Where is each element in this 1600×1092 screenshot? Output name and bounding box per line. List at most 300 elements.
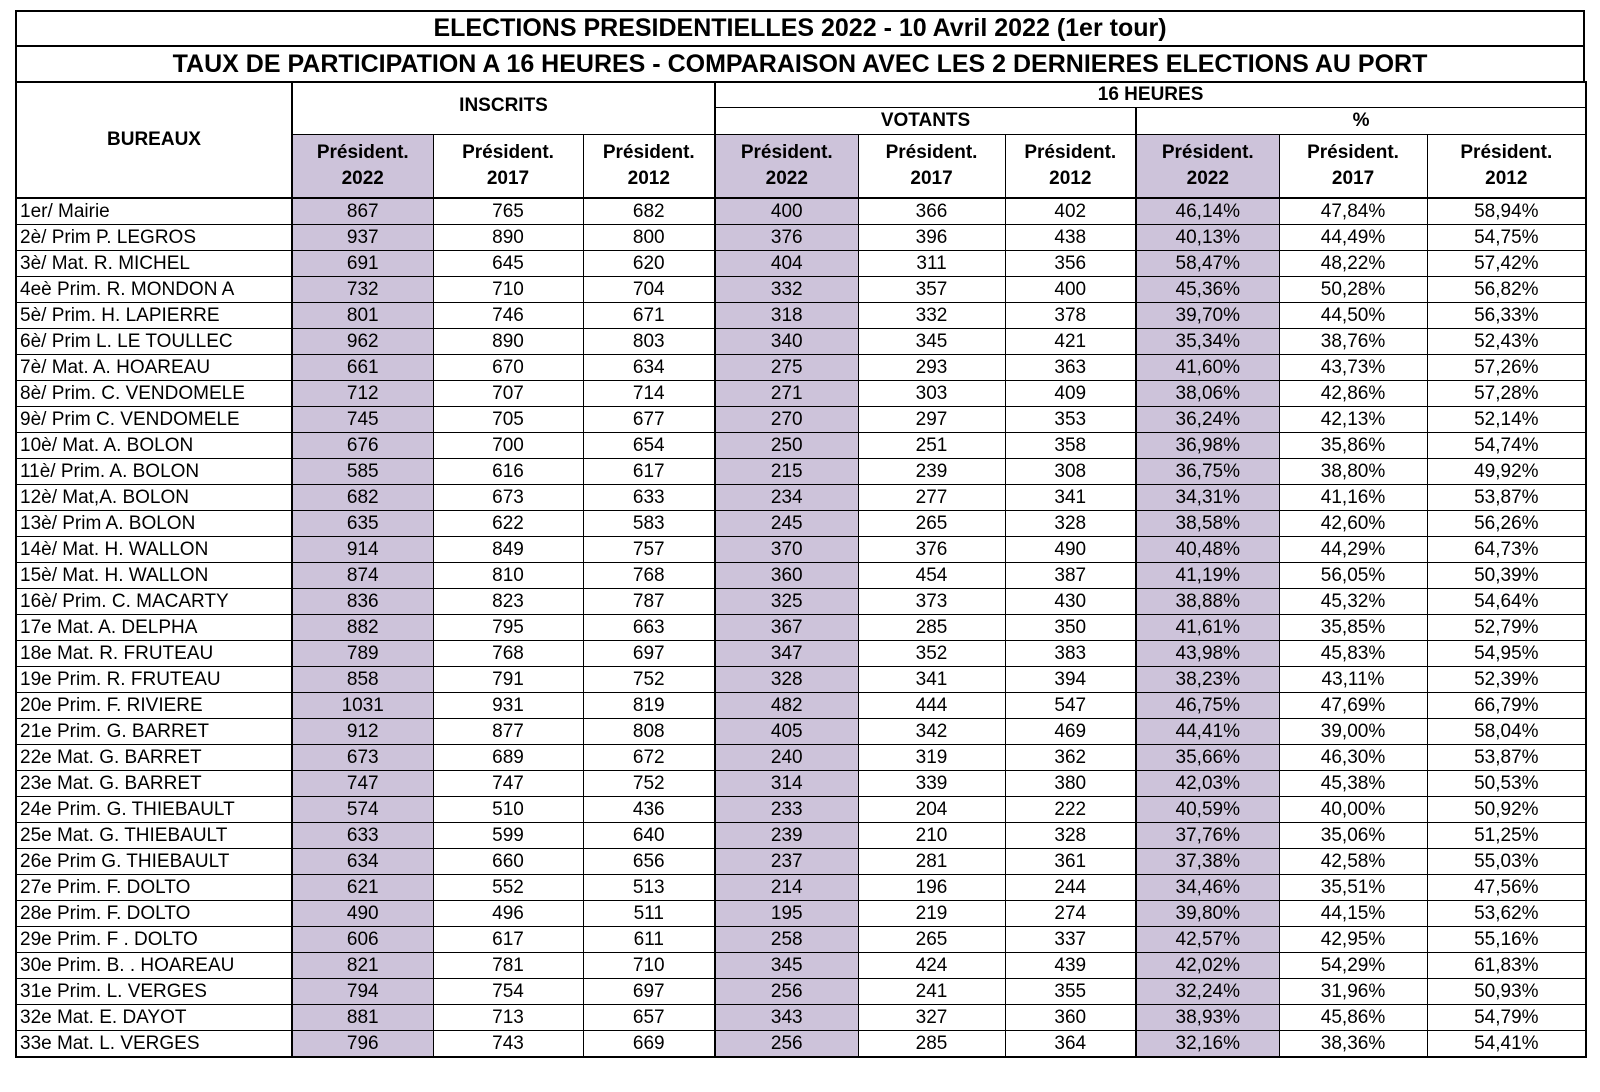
cell-votants-2012: 439 xyxy=(1005,953,1136,979)
cell-inscrits-2012: 752 xyxy=(583,667,715,693)
header-year-label: 2017 xyxy=(486,168,530,189)
cell-votants-2017: 281 xyxy=(858,849,1005,875)
cell-votants-2022: 345 xyxy=(715,953,858,979)
cell-percent-2017: 45,38% xyxy=(1279,771,1427,797)
table-row xyxy=(16,459,1586,485)
cell-percent-2022: 39,70% xyxy=(1136,303,1279,329)
cell-votants-2017: 341 xyxy=(858,667,1005,693)
cell-votants-2022: 340 xyxy=(715,329,858,355)
cell-percent-2022: 32,16% xyxy=(1136,1031,1279,1058)
cell-inscrits-2012: 808 xyxy=(583,719,715,745)
header-inscrits: INSCRITS xyxy=(292,82,715,135)
cell-bureau: 16è/ Prim. C. MACARTY xyxy=(16,589,292,615)
cell-percent-2017: 48,22% xyxy=(1279,251,1427,277)
cell-votants-2012: 364 xyxy=(1005,1031,1136,1058)
cell-votants-2022: 215 xyxy=(715,459,858,485)
table-row xyxy=(16,485,1586,511)
cell-inscrits-2022: 606 xyxy=(292,927,433,953)
header-president-label: Président. xyxy=(602,142,695,163)
cell-percent-2022: 36,24% xyxy=(1136,407,1279,433)
cell-inscrits-2017: 849 xyxy=(433,537,583,563)
table-row xyxy=(16,771,1586,797)
cell-votants-2012: 394 xyxy=(1005,667,1136,693)
cell-percent-2022: 34,31% xyxy=(1136,485,1279,511)
cell-votants-2022: 233 xyxy=(715,797,858,823)
cell-votants-2017: 376 xyxy=(858,537,1005,563)
cell-votants-2017: 293 xyxy=(858,355,1005,381)
header-president-label: Président. xyxy=(885,142,978,163)
cell-inscrits-2012: 714 xyxy=(583,381,715,407)
cell-inscrits-2012: 634 xyxy=(583,355,715,381)
cell-inscrits-2017: 781 xyxy=(433,953,583,979)
cell-percent-2017: 56,05% xyxy=(1279,563,1427,589)
cell-inscrits-2012: 697 xyxy=(583,979,715,1005)
cell-votants-2022: 343 xyxy=(715,1005,858,1031)
cell-votants-2012: 360 xyxy=(1005,1005,1136,1031)
cell-votants-2012: 274 xyxy=(1005,901,1136,927)
cell-votants-2017: 327 xyxy=(858,1005,1005,1031)
cell-votants-2012: 402 xyxy=(1005,198,1136,225)
cell-percent-2012: 58,94% xyxy=(1427,198,1586,225)
cell-votants-2012: 355 xyxy=(1005,979,1136,1005)
table-row xyxy=(16,407,1586,433)
cell-inscrits-2022: 585 xyxy=(292,459,433,485)
cell-inscrits-2022: 881 xyxy=(292,1005,433,1031)
table-row xyxy=(16,823,1586,849)
cell-percent-2022: 40,48% xyxy=(1136,537,1279,563)
cell-bureau: 24e Prim. G. THIEBAULT xyxy=(16,797,292,823)
cell-inscrits-2012: 819 xyxy=(583,693,715,719)
table-row xyxy=(16,198,1586,225)
cell-percent-2012: 55,16% xyxy=(1427,927,1586,953)
cell-bureau: 6è/ Prim L. LE TOULLEC xyxy=(16,329,292,355)
table-row xyxy=(16,433,1586,459)
cell-inscrits-2012: 657 xyxy=(583,1005,715,1031)
cell-percent-2017: 44,49% xyxy=(1279,225,1427,251)
cell-votants-2022: 404 xyxy=(715,251,858,277)
cell-votants-2017: 196 xyxy=(858,875,1005,901)
cell-inscrits-2012: 677 xyxy=(583,407,715,433)
header-president-label: Président. xyxy=(316,142,409,163)
cell-inscrits-2022: 712 xyxy=(292,381,433,407)
table-row xyxy=(16,277,1586,303)
cell-votants-2022: 245 xyxy=(715,511,858,537)
cell-inscrits-2017: 622 xyxy=(433,511,583,537)
cell-inscrits-2017: 670 xyxy=(433,355,583,381)
cell-votants-2022: 347 xyxy=(715,641,858,667)
cell-inscrits-2012: 787 xyxy=(583,589,715,615)
table-row xyxy=(16,953,1586,979)
cell-percent-2022: 37,38% xyxy=(1136,849,1279,875)
cell-votants-2017: 366 xyxy=(858,198,1005,225)
cell-inscrits-2012: 620 xyxy=(583,251,715,277)
cell-percent-2022: 34,46% xyxy=(1136,875,1279,901)
cell-percent-2022: 38,06% xyxy=(1136,381,1279,407)
cell-votants-2017: 373 xyxy=(858,589,1005,615)
cell-percent-2012: 57,28% xyxy=(1427,381,1586,407)
cell-percent-2017: 38,76% xyxy=(1279,329,1427,355)
cell-votants-2022: 360 xyxy=(715,563,858,589)
header-president-label: Président. xyxy=(1460,142,1553,163)
cell-percent-2017: 35,06% xyxy=(1279,823,1427,849)
cell-inscrits-2012: 640 xyxy=(583,823,715,849)
participation-table xyxy=(15,81,1587,1058)
cell-percent-2017: 42,95% xyxy=(1279,927,1427,953)
table-row xyxy=(16,875,1586,901)
cell-votants-2022: 214 xyxy=(715,875,858,901)
cell-percent-2022: 38,58% xyxy=(1136,511,1279,537)
cell-inscrits-2022: 882 xyxy=(292,615,433,641)
cell-votants-2022: 258 xyxy=(715,927,858,953)
cell-percent-2022: 38,93% xyxy=(1136,1005,1279,1031)
table-row xyxy=(16,901,1586,927)
table-row xyxy=(16,251,1586,277)
cell-percent-2022: 46,75% xyxy=(1136,693,1279,719)
cell-percent-2022: 36,98% xyxy=(1136,433,1279,459)
cell-percent-2012: 54,64% xyxy=(1427,589,1586,615)
cell-votants-2012: 383 xyxy=(1005,641,1136,667)
cell-inscrits-2017: 931 xyxy=(433,693,583,719)
cell-inscrits-2022: 962 xyxy=(292,329,433,355)
cell-votants-2022: 367 xyxy=(715,615,858,641)
cell-votants-2017: 319 xyxy=(858,745,1005,771)
cell-votants-2012: 490 xyxy=(1005,537,1136,563)
cell-percent-2012: 50,92% xyxy=(1427,797,1586,823)
cell-bureau: 33e Mat. L. VERGES xyxy=(16,1031,292,1058)
table-row xyxy=(16,303,1586,329)
cell-percent-2012: 56,26% xyxy=(1427,511,1586,537)
table-row xyxy=(16,381,1586,407)
cell-inscrits-2017: 616 xyxy=(433,459,583,485)
cell-percent-2017: 31,96% xyxy=(1279,979,1427,1005)
cell-votants-2017: 444 xyxy=(858,693,1005,719)
cell-votants-2017: 297 xyxy=(858,407,1005,433)
cell-inscrits-2022: 821 xyxy=(292,953,433,979)
cell-inscrits-2022: 745 xyxy=(292,407,433,433)
header-year-label: 2012 xyxy=(627,168,670,189)
cell-inscrits-2022: 633 xyxy=(292,823,433,849)
header-16-heures: 16 HEURES xyxy=(715,82,1586,108)
cell-inscrits-2017: 810 xyxy=(433,563,583,589)
cell-votants-2017: 357 xyxy=(858,277,1005,303)
cell-percent-2012: 50,39% xyxy=(1427,563,1586,589)
cell-votants-2012: 380 xyxy=(1005,771,1136,797)
cell-bureau: 9è/ Prim C. VENDOMELE xyxy=(16,407,292,433)
cell-votants-2017: 210 xyxy=(858,823,1005,849)
cell-bureau: 8è/ Prim. C. VENDOMELE xyxy=(16,381,292,407)
cell-votants-2022: 332 xyxy=(715,277,858,303)
table-row xyxy=(16,641,1586,667)
cell-percent-2012: 52,79% xyxy=(1427,615,1586,641)
header-president-label: Président. xyxy=(740,142,833,163)
header-votants: VOTANTS xyxy=(715,108,1136,135)
cell-bureau: 14è/ Mat. H. WALLON xyxy=(16,537,292,563)
table-row xyxy=(16,667,1586,693)
cell-votants-2017: 303 xyxy=(858,381,1005,407)
cell-inscrits-2022: 937 xyxy=(292,225,433,251)
cell-inscrits-2017: 700 xyxy=(433,433,583,459)
cell-bureau: 17e Mat. A. DELPHA xyxy=(16,615,292,641)
cell-bureau: 32e Mat. E. DAYOT xyxy=(16,1005,292,1031)
cell-votants-2012: 363 xyxy=(1005,355,1136,381)
cell-inscrits-2012: 511 xyxy=(583,901,715,927)
cell-bureau: 21e Prim. G. BARRET xyxy=(16,719,292,745)
cell-votants-2022: 482 xyxy=(715,693,858,719)
cell-inscrits-2012: 611 xyxy=(583,927,715,953)
cell-inscrits-2022: 682 xyxy=(292,485,433,511)
cell-percent-2012: 47,56% xyxy=(1427,875,1586,901)
cell-percent-2022: 40,59% xyxy=(1136,797,1279,823)
cell-percent-2022: 44,41% xyxy=(1136,719,1279,745)
cell-bureau: 13è/ Prim A. BOLON xyxy=(16,511,292,537)
cell-inscrits-2017: 599 xyxy=(433,823,583,849)
cell-inscrits-2022: 673 xyxy=(292,745,433,771)
cell-percent-2012: 56,82% xyxy=(1427,277,1586,303)
header-votants-2017 xyxy=(858,135,1005,199)
cell-inscrits-2022: 732 xyxy=(292,277,433,303)
cell-percent-2022: 46,14% xyxy=(1136,198,1279,225)
cell-percent-2012: 54,74% xyxy=(1427,433,1586,459)
header-president-label: Président. xyxy=(1024,142,1117,163)
cell-percent-2017: 35,51% xyxy=(1279,875,1427,901)
cell-percent-2012: 49,92% xyxy=(1427,459,1586,485)
table-row xyxy=(16,225,1586,251)
cell-votants-2022: 240 xyxy=(715,745,858,771)
cell-votants-2012: 244 xyxy=(1005,875,1136,901)
cell-votants-2012: 353 xyxy=(1005,407,1136,433)
cell-votants-2022: 275 xyxy=(715,355,858,381)
cell-inscrits-2012: 669 xyxy=(583,1031,715,1058)
cell-votants-2022: 400 xyxy=(715,198,858,225)
cell-bureau: 12è/ Mat,A. BOLON xyxy=(16,485,292,511)
cell-percent-2012: 54,95% xyxy=(1427,641,1586,667)
cell-bureau: 31e Prim. L. VERGES xyxy=(16,979,292,1005)
cell-votants-2012: 438 xyxy=(1005,225,1136,251)
cell-inscrits-2012: 671 xyxy=(583,303,715,329)
cell-votants-2012: 409 xyxy=(1005,381,1136,407)
cell-bureau: 18e Mat. R. FRUTEAU xyxy=(16,641,292,667)
cell-bureau: 20e Prim. F. RIVIERE xyxy=(16,693,292,719)
table-row xyxy=(16,849,1586,875)
cell-percent-2017: 47,84% xyxy=(1279,198,1427,225)
cell-percent-2017: 46,30% xyxy=(1279,745,1427,771)
header-percent-2012 xyxy=(1427,135,1586,199)
cell-inscrits-2017: 673 xyxy=(433,485,583,511)
cell-inscrits-2012: 672 xyxy=(583,745,715,771)
cell-percent-2017: 42,60% xyxy=(1279,511,1427,537)
cell-bureau: 26e Prim G. THIEBAULT xyxy=(16,849,292,875)
cell-votants-2012: 358 xyxy=(1005,433,1136,459)
header-votants-2012 xyxy=(1005,135,1136,199)
cell-percent-2022: 42,02% xyxy=(1136,953,1279,979)
cell-percent-2017: 42,13% xyxy=(1279,407,1427,433)
cell-percent-2012: 52,39% xyxy=(1427,667,1586,693)
cell-bureau: 5è/ Prim. H. LAPIERRE xyxy=(16,303,292,329)
cell-inscrits-2017: 877 xyxy=(433,719,583,745)
cell-bureau: 19e Prim. R. FRUTEAU xyxy=(16,667,292,693)
cell-percent-2017: 41,16% xyxy=(1279,485,1427,511)
cell-percent-2017: 42,86% xyxy=(1279,381,1427,407)
cell-bureau: 25e Mat. G. THIEBAULT xyxy=(16,823,292,849)
cell-votants-2022: 195 xyxy=(715,901,858,927)
cell-votants-2017: 285 xyxy=(858,1031,1005,1058)
cell-votants-2022: 234 xyxy=(715,485,858,511)
table-row xyxy=(16,511,1586,537)
cell-bureau: 11è/ Prim. A. BOLON xyxy=(16,459,292,485)
cell-percent-2022: 41,61% xyxy=(1136,615,1279,641)
cell-inscrits-2022: 691 xyxy=(292,251,433,277)
cell-bureau: 2è/ Prim P. LEGROS xyxy=(16,225,292,251)
cell-votants-2017: 204 xyxy=(858,797,1005,823)
cell-votants-2022: 239 xyxy=(715,823,858,849)
cell-percent-2012: 52,43% xyxy=(1427,329,1586,355)
cell-percent-2012: 57,42% xyxy=(1427,251,1586,277)
cell-votants-2022: 250 xyxy=(715,433,858,459)
cell-percent-2017: 43,73% xyxy=(1279,355,1427,381)
cell-votants-2017: 239 xyxy=(858,459,1005,485)
cell-inscrits-2022: 912 xyxy=(292,719,433,745)
header-year-label: 2012 xyxy=(1485,168,1528,189)
cell-votants-2022: 328 xyxy=(715,667,858,693)
cell-bureau: 7è/ Mat. A. HOAREAU xyxy=(16,355,292,381)
header-inscrits-2012 xyxy=(583,135,715,199)
cell-inscrits-2012: 704 xyxy=(583,277,715,303)
cell-inscrits-2017: 747 xyxy=(433,771,583,797)
cell-inscrits-2017: 660 xyxy=(433,849,583,875)
cell-inscrits-2012: 803 xyxy=(583,329,715,355)
cell-inscrits-2017: 890 xyxy=(433,225,583,251)
cell-percent-2017: 45,86% xyxy=(1279,1005,1427,1031)
table-row xyxy=(16,797,1586,823)
header-bureaux: BUREAUX xyxy=(16,82,292,198)
header-year-label: 2012 xyxy=(1049,168,1092,189)
cell-bureau: 30e Prim. B. . HOAREAU xyxy=(16,953,292,979)
header-president-label: Président. xyxy=(1307,142,1399,163)
cell-bureau: 27e Prim. F. DOLTO xyxy=(16,875,292,901)
cell-inscrits-2022: 794 xyxy=(292,979,433,1005)
cell-percent-2017: 44,29% xyxy=(1279,537,1427,563)
cell-inscrits-2012: 656 xyxy=(583,849,715,875)
header-year-label: 2022 xyxy=(1186,168,1229,189)
cell-votants-2017: 265 xyxy=(858,511,1005,537)
cell-percent-2017: 44,15% xyxy=(1279,901,1427,927)
header-percent: % xyxy=(1136,108,1586,135)
cell-inscrits-2022: 836 xyxy=(292,589,433,615)
cell-percent-2022: 37,76% xyxy=(1136,823,1279,849)
cell-inscrits-2022: 874 xyxy=(292,563,433,589)
cell-inscrits-2012: 710 xyxy=(583,953,715,979)
cell-percent-2022: 41,19% xyxy=(1136,563,1279,589)
cell-percent-2017: 47,69% xyxy=(1279,693,1427,719)
cell-percent-2017: 42,58% xyxy=(1279,849,1427,875)
cell-inscrits-2017: 713 xyxy=(433,1005,583,1031)
cell-votants-2012: 547 xyxy=(1005,693,1136,719)
cell-inscrits-2012: 583 xyxy=(583,511,715,537)
cell-percent-2022: 35,34% xyxy=(1136,329,1279,355)
cell-inscrits-2017: 710 xyxy=(433,277,583,303)
cell-bureau: 22e Mat. G. BARRET xyxy=(16,745,292,771)
cell-inscrits-2022: 621 xyxy=(292,875,433,901)
cell-percent-2012: 52,14% xyxy=(1427,407,1586,433)
cell-percent-2022: 42,03% xyxy=(1136,771,1279,797)
cell-inscrits-2012: 617 xyxy=(583,459,715,485)
cell-inscrits-2022: 914 xyxy=(292,537,433,563)
cell-bureau: 1er/ Mairie xyxy=(16,198,292,225)
cell-votants-2012: 341 xyxy=(1005,485,1136,511)
cell-inscrits-2017: 765 xyxy=(433,198,583,225)
table-row xyxy=(16,563,1586,589)
cell-inscrits-2012: 663 xyxy=(583,615,715,641)
cell-inscrits-2017: 795 xyxy=(433,615,583,641)
cell-votants-2017: 396 xyxy=(858,225,1005,251)
cell-inscrits-2012: 757 xyxy=(583,537,715,563)
cell-votants-2012: 356 xyxy=(1005,251,1136,277)
cell-votants-2017: 454 xyxy=(858,563,1005,589)
cell-votants-2022: 256 xyxy=(715,979,858,1005)
cell-percent-2017: 39,00% xyxy=(1279,719,1427,745)
cell-bureau: 15è/ Mat. H. WALLON xyxy=(16,563,292,589)
cell-percent-2012: 66,79% xyxy=(1427,693,1586,719)
cell-votants-2017: 219 xyxy=(858,901,1005,927)
cell-inscrits-2017: 754 xyxy=(433,979,583,1005)
cell-bureau: 28e Prim. F. DOLTO xyxy=(16,901,292,927)
header-president-label: Président. xyxy=(1161,142,1254,163)
cell-percent-2012: 64,73% xyxy=(1427,537,1586,563)
cell-percent-2012: 53,87% xyxy=(1427,745,1586,771)
cell-inscrits-2017: 617 xyxy=(433,927,583,953)
cell-votants-2012: 378 xyxy=(1005,303,1136,329)
header-president-label: Président. xyxy=(462,142,554,163)
cell-percent-2017: 43,11% xyxy=(1279,667,1427,693)
cell-inscrits-2012: 633 xyxy=(583,485,715,511)
cell-inscrits-2022: 789 xyxy=(292,641,433,667)
cell-percent-2022: 58,47% xyxy=(1136,251,1279,277)
title-block xyxy=(15,10,1585,81)
cell-votants-2022: 270 xyxy=(715,407,858,433)
cell-percent-2022: 38,88% xyxy=(1136,589,1279,615)
cell-percent-2012: 56,33% xyxy=(1427,303,1586,329)
cell-inscrits-2012: 800 xyxy=(583,225,715,251)
cell-votants-2017: 342 xyxy=(858,719,1005,745)
table-row xyxy=(16,719,1586,745)
cell-inscrits-2017: 743 xyxy=(433,1031,583,1058)
cell-inscrits-2022: 676 xyxy=(292,433,433,459)
cell-percent-2022: 36,75% xyxy=(1136,459,1279,485)
cell-votants-2012: 430 xyxy=(1005,589,1136,615)
header-year-label: 2022 xyxy=(765,168,808,189)
cell-percent-2012: 61,83% xyxy=(1427,953,1586,979)
cell-percent-2012: 58,04% xyxy=(1427,719,1586,745)
cell-inscrits-2022: 574 xyxy=(292,797,433,823)
cell-votants-2017: 424 xyxy=(858,953,1005,979)
header-votants-2022 xyxy=(715,135,858,199)
cell-percent-2022: 45,36% xyxy=(1136,277,1279,303)
table-row xyxy=(16,1031,1586,1058)
cell-percent-2017: 50,28% xyxy=(1279,277,1427,303)
cell-inscrits-2022: 858 xyxy=(292,667,433,693)
cell-inscrits-2017: 645 xyxy=(433,251,583,277)
cell-percent-2012: 51,25% xyxy=(1427,823,1586,849)
participation-report xyxy=(15,10,1585,1058)
cell-inscrits-2022: 1031 xyxy=(292,693,433,719)
cell-percent-2012: 50,93% xyxy=(1427,979,1586,1005)
table-row xyxy=(16,745,1586,771)
cell-inscrits-2022: 801 xyxy=(292,303,433,329)
cell-votants-2017: 352 xyxy=(858,641,1005,667)
table-row xyxy=(16,537,1586,563)
cell-percent-2012: 53,87% xyxy=(1427,485,1586,511)
cell-percent-2012: 54,75% xyxy=(1427,225,1586,251)
